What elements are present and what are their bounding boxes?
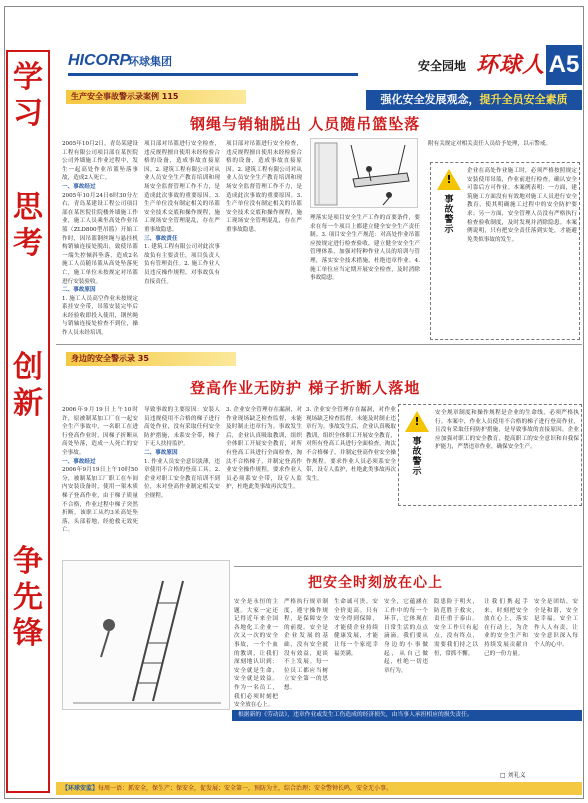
falling-worker-body <box>101 631 109 657</box>
bottom-bar <box>56 782 582 795</box>
slogan-char: 先 <box>13 580 43 615</box>
article1-col1: 2005年10月2日，青岛某建设工程有限公司项目部在某医院公司外墙施工作业过程中，发生一起高处作业吊篮坠落事故，造成2人死亡。 一、事故经过 2005年10月24日6时30分左右，青岛某建设工程公司项目部在某医院住院楼外墙施工作业，施工人员乘坐高处作业吊篮（ZLD800型吊篮）开始工作时，因吊篮钢丝绳与悬挂机构销轴连接处脱出，致使吊篮一端失控倾斜坠落，造成2名施工人员随吊篮从高处坠落死亡，施工单位未按规定对吊篮进行安装验收。 二、事故原因 1. 施工人员高空作业未按规定系挂安全带，吊篮安装完毕后未经验收即投入使用，钢丝绳与销轴连接处检查不到位，操作人员未经培训。 <box>62 141 138 337</box>
masthead-rule <box>68 73 358 76</box>
article1-col5: 附有关规定对相关责任人员给予处理，以示警戒。 <box>428 141 552 147</box>
alert-label: 事故警示 <box>412 437 422 477</box>
warning-exclamation-icon: ! <box>446 173 452 186</box>
ladder-illustration-svg <box>63 561 230 710</box>
article2-col1: 2006年9月19日上午10时许，原被制某加工厂在一起安全生产事故中，一名职工在进行登高作业时，因梯子折断从高处坠落，造成一人死亡的安全事故。 一、事故经过 2006年9月19日上午10时50分，被制某加工厂职工在车间内安装设备时，使用一架木质梯子登高作业，由于梯子质量不合格，作业过程中梯子突然折断，该职工从约3米高处坠落，头部着地，经抢救无效死亡。 <box>62 407 138 534</box>
article1-alert-box <box>430 162 580 340</box>
article3-col2: 严格执行规章制度，遵守操作规程，是保障安全的前提。安全是企业发展的基础，没有安全就没有效益，更谈不上发展。每一位员工都应当树立安全第一的思想。 <box>284 599 328 691</box>
gondola-fall-illustration <box>310 138 418 208</box>
article1-col3: 项目部对吊篮进行安全检查，违反规程擅自使用未经检验合格的设备，造成事故直接原因。2. 建筑工程有限公司对从业人员安全生产教育培训和现场安全监督管理工作不力，是造成此次事故的重要原因。3. 生产单位没有制定相关的吊篮安全技术交底和操作规程，施工现场安全管理混乱，存在严重事故隐患。 <box>226 141 302 233</box>
paper-name: 环球人 <box>476 52 546 78</box>
worker-body-2 <box>383 198 389 205</box>
slogan-char: 习 <box>13 96 43 131</box>
legal-note-bar: 根据新的《劳动法》，违章作业或发生工伤造成的经济损失，由当事人承担相应的损失责任。 <box>232 710 582 721</box>
article3-byline: □ 刘礼义 <box>500 772 526 779</box>
slogan-column <box>6 50 50 793</box>
worker-head-1 <box>366 166 372 172</box>
alert-text: 企业在高处作业施工时，必须严格按照规定安装使用吊篮，作业前进行检查，确认安全可靠后方可作业。本案例表明：一方面，建筑施工方面没有有效地对施工人员进行安全教育，使其明确施工过程中的安全防护要求；另一方面，安全管理人员没有严格执行检查验收制度，及时发现并消除隐患。本案例说明，只有把安全责任落到实处，才能避免类似事故的发生。 <box>467 168 577 243</box>
article2-col3: 3. 企业安全管理存在漏洞，对作业现场缺乏检查监督，未能及时制止违章行为。事故发生后，企业认真吸取教训，组织全体职工开展安全教育，对所有登高工具进行全面检查，淘汰不合格梯子，并制定登高作业安全操作规程，要求作业人员必须系安全带，设专人监护，杜绝此类事故再次发生。 <box>226 407 302 491</box>
worker-head-2 <box>386 192 392 198</box>
slogan-char: 争 <box>13 544 43 579</box>
section-divider <box>234 566 582 567</box>
masthead <box>52 44 582 90</box>
article3-col3: 生命诚可贵，安全价更高。只有安全得到保障，才能使企业持续健康发展，才能让每一个家庭幸福美满。 <box>334 599 378 657</box>
falling-worker-head <box>103 619 115 631</box>
article3-col5: 隐患险于明火，防范胜于救灾，责任重于泰山。安全工作只有起点，没有终点，需要我们持之以恒，常抓不懈。 <box>434 599 478 657</box>
gondola-shape <box>353 173 409 187</box>
article1-col2: 项目部对吊篮进行安全检查，违反规程擅自使用未经检验合格的设备，造成事故直接原因。2. 建筑工程有限公司对从业人员安全生产教育培训和现场安全监督管理工作不力，是造成此次事故的重要原因。3. 生产单位没有制定相关的吊篮安全技术交底和操作规程，施工现场安全管理混乱，存在严重事故隐患。 三、事故责任 1. 建筑工程有限公司对此次事故负有主要责任，项目负责人负有管理责任。2. 施工作业人员违反操作规程，对事故负有直接责任。 <box>144 141 220 285</box>
alert-label: 事故警示 <box>444 195 454 235</box>
article2-col4: 3. 企业安全管理存在漏洞，对作业现场缺乏检查监督，未能及时制止违章行为。事故发生后，企业认真吸取教训，组织全体职工开展安全教育，对所有登高工具进行全面检查，淘汰不合格梯子，并制定登高作业安全操作规程，要求作业人员必须系安全带，设专人监护，杜绝此类事故再次发生。 <box>306 407 396 482</box>
article2-alert-box <box>398 404 582 506</box>
article1-title: 钢绳与销轴脱出 人员随吊篮坠落 <box>190 115 421 133</box>
alert-text: 安全规章制度和操作规程是企业的生命线，必须严格执行。本案中，作业人员使用不合格的梯子进行登高作业，且没有采取任何防护措施，是导致事故的直接原因。企业应加强对职工的安全教育，提高职工的安全意识和自我保护能力，严禁违章作业，确保安全生产。 <box>435 410 579 451</box>
slogan-char: 考 <box>13 226 43 261</box>
article3-col1: 安全是永恒的主题。大家一定还记得近年来全国各地化工企业一次又一次的安全事故，一个个血的教训，让我们深刻地认识到：安全就是生命，安全就是效益。作为一名员工，我们必须时刻把安全放在心上。 <box>234 599 278 709</box>
article3-col7: 安全是团结，安全是和谐，安全是幸福。安全工作人人有责，让安全意识深入每个人的心中。 <box>534 599 578 648</box>
article2-col2: 导致事故的主要原因：安装人员违规使用不合格的梯子进行高处作业，没有采取任何安全防护措施，未系安全带，梯子下无人扶持监护。 二、事故原因 1. 作业人员安全意识淡薄，违章使用不合格的登高工具。2. 企业对职工安全教育培训不到位，未对登高作业制定相关安全规程。 <box>144 407 220 499</box>
slogan-banner-a: 强化安全发展观念， <box>380 93 480 106</box>
article3-title: 把安全时刻放在心上 <box>308 575 443 591</box>
article2-title: 登高作业无防护 梯子折断人落地 <box>190 379 421 397</box>
bottom-bar-text: 每周一语：抓安全，保生产；保安全，促发展；安全第一，预防为主，综合治理；安全警钟长鸣，安全无小事。 <box>98 785 393 792</box>
series-bar-top: 生产安全事故警示录案例 115 <box>66 90 246 104</box>
page-number-tag: A5 <box>546 45 582 85</box>
ladder-fall-illustration <box>62 560 230 710</box>
cable-left <box>351 145 359 179</box>
slogan-banner-b: 提升全员安全素质 <box>479 93 568 106</box>
bottom-bar-lead: 【环球安监】 <box>62 785 99 792</box>
slogan-banner <box>366 90 582 110</box>
building-wall-shape <box>315 143 337 205</box>
slogan-char: 锋 <box>13 616 43 651</box>
series-bar-middle: 身边的安全警示录 35 <box>66 352 236 366</box>
hicorp-logo: HICORP <box>68 52 131 69</box>
slogan-char: 新 <box>13 386 43 421</box>
gondola-illustration-svg <box>311 139 418 208</box>
warning-exclamation-icon: ! <box>414 415 420 428</box>
section-divider <box>56 344 582 345</box>
slogan-char: 思 <box>13 190 43 225</box>
article3-col4: 安全，它蕴涵在工作中的每一个环节，它体现在日常生活的点点滴滴。我们要从身边的小事做起，从自己做起，杜绝一切违章行为。 <box>384 599 428 674</box>
section-name: 安全园地 <box>418 59 467 73</box>
group-name: 环球集团 <box>128 55 172 68</box>
article3-col6: 让我们携起手来，时刻把安全放在心上，落实在行动上，为企业的安全生产和持续发展贡献自己的一份力量。 <box>484 599 528 657</box>
slogan-char: 创 <box>13 350 43 385</box>
article1-col4: 理落实是项目安全生产工作的首要条件，要求在每一个项目上都建立健全安全生产责任制。3. 项目安全生产规范：对高处作业吊篮应按规定进行检查验收，建立健全安全生产管理体系，加强对特种作业人员的培训与管理，落实安全技术措施，杜绝违章作业。4. 施工单位应当定期开展安全检查，及时消除事故隐患。 <box>310 215 420 282</box>
slogan-char: 学 <box>13 60 43 95</box>
